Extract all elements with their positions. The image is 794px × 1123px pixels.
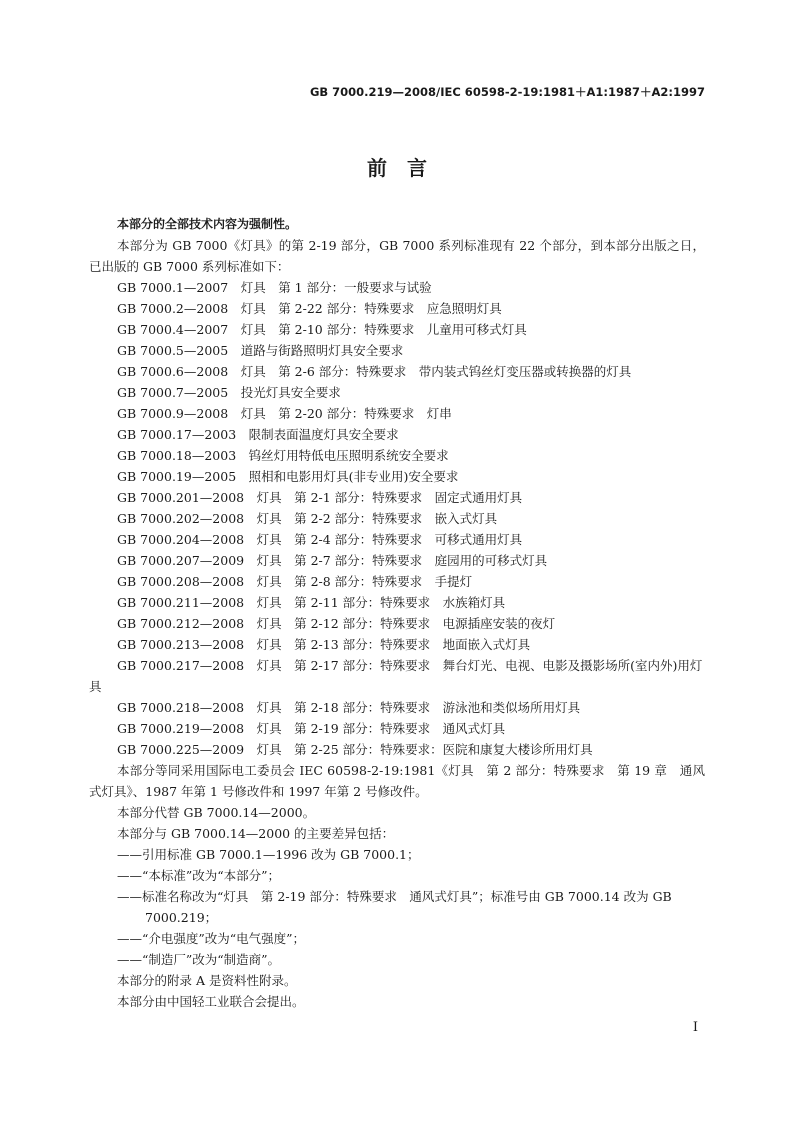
difference-item: ——引用标准 GB 7000.1—1996 改为 GB 7000.1； [117,847,420,862]
standard-item: GB 7000.208—2008 灯具 第 2-8 部分：特殊要求 手提灯 [117,574,473,589]
standard-item: GB 7000.217—2008 灯具 第 2-17 部分：特殊要求 舞台灯光、电视、电影及摄影场所(室内外)用灯具 [89,658,703,694]
difference-item: ——“本标准”改为“本部分”； [117,868,281,883]
standard-item: GB 7000.7—2005 投光灯具安全要求 [117,385,341,400]
standard-item: GB 7000.219—2008 灯具 第 2-19 部分：特殊要求 通风式灯具 [117,721,506,736]
document-header: GB 7000.219—2008/IEC 60598-2-19:1981＋A1:1987＋A2:1997 [309,85,705,99]
standard-item: GB 7000.17—2003 限制表面温度灯具安全要求 [117,427,399,442]
annex-paragraph: 本部分的附录 A 是资料性附录。 [117,973,297,988]
page-number: I [692,1020,698,1035]
intro-paragraph: 本部分为 GB 7000《灯具》的第 2-19 部分，GB 7000 系列标准现有 22 个部分，到本部分出版之日，已出版的 GB 7000 系列标准如下： [89,238,705,274]
equivalence-paragraph: 本部分等同采用国际电工委员会 IEC 60598-2-19:1981《灯具 第 2 部分：特殊要求 第 19 章 通风式灯具》、1987 年第 1 号修改件和 1997 年第 2 号修改件。 [89,763,705,799]
standard-item: GB 7000.225—2009 灯具 第 2-25 部分：特殊要求：医院和康复大楼诊所用灯具 [117,742,593,757]
standard-item: GB 7000.4—2007 灯具 第 2-10 部分：特殊要求 儿童用可移式灯具 [117,322,527,337]
standard-item: GB 7000.5—2005 道路与街路照明灯具安全要求 [117,343,404,358]
difference-item: ——“介电强度”改为“电气强度”； [117,931,306,946]
standard-item: GB 7000.211—2008 灯具 第 2-11 部分：特殊要求 水族箱灯具 [117,595,506,610]
foreword-body [89,214,705,1012]
standard-item: GB 7000.213—2008 灯具 第 2-13 部分：特殊要求 地面嵌入式灯具 [117,637,531,652]
mandatory-statement: 本部分的全部技术内容为强制性。 [117,217,298,231]
difference-item: ——“制造厂”改为“制造商”。 [117,952,281,967]
proposed-by-paragraph: 本部分由中国轻工业联合会提出。 [117,994,305,1009]
standard-item: GB 7000.201—2008 灯具 第 2-1 部分：特殊要求 固定式通用灯具 [117,490,523,505]
standards-list [89,277,705,760]
standard-item: GB 7000.9—2008 灯具 第 2-20 部分：特殊要求 灯串 [117,406,452,421]
differences-intro: 本部分与 GB 7000.14—2000 的主要差异包括： [117,826,395,841]
difference-item: ——标准名称改为“灯具 第 2-19 部分：特殊要求 通风式灯具”；标准号由 GB 7000.14 改为 GB 7000.219； [117,889,672,925]
standard-item: GB 7000.202—2008 灯具 第 2-2 部分：特殊要求 嵌入式灯具 [117,511,498,526]
standard-item: GB 7000.218—2008 灯具 第 2-18 部分：特殊要求 游泳池和类似场所用灯具 [117,700,581,715]
standard-item: GB 7000.204—2008 灯具 第 2-4 部分：特殊要求 可移式通用灯具 [117,532,523,547]
standard-item: GB 7000.2—2008 灯具 第 2-22 部分：特殊要求 应急照明灯具 [117,301,502,316]
page-title: 前 言 [367,156,427,180]
standard-item: GB 7000.19—2005 照相和电影用灯具(非专业用)安全要求 [117,469,459,484]
standard-item: GB 7000.18—2003 钨丝灯用特低电压照明系统安全要求 [117,448,449,463]
differences-list [89,844,705,970]
replaces-paragraph: 本部分代替 GB 7000.14—2000。 [117,805,316,820]
standard-item: GB 7000.212—2008 灯具 第 2-12 部分：特殊要求 电源插座安装的夜灯 [117,616,556,631]
standard-item: GB 7000.207—2009 灯具 第 2-7 部分：特殊要求 庭园用的可移式灯具 [117,553,548,568]
standard-item: GB 7000.1—2007 灯具 第 1 部分：一般要求与试验 [117,280,432,295]
standard-item: GB 7000.6—2008 灯具 第 2-6 部分：特殊要求 带内装式钨丝灯变压器或转换器的灯具 [117,364,632,379]
